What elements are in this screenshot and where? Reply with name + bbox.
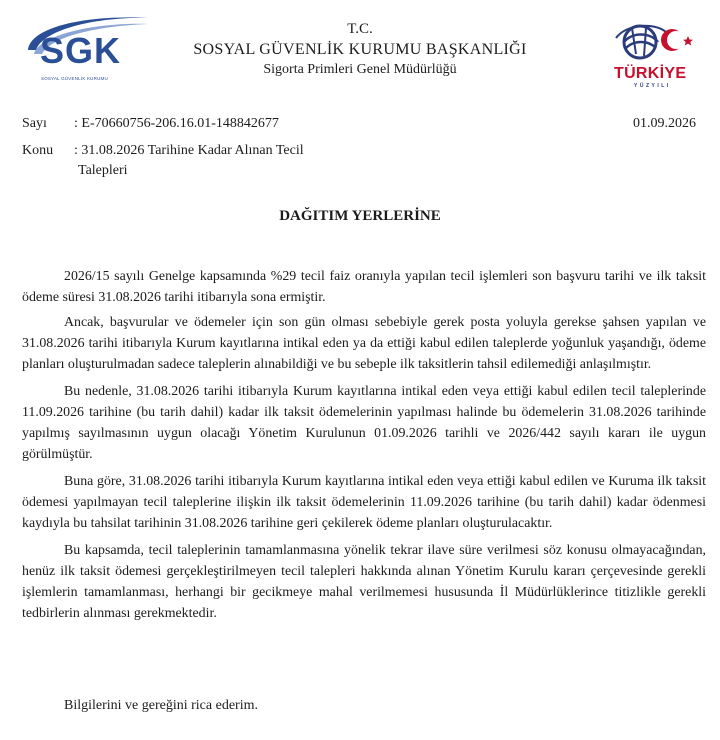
letterhead-department: Sigorta Primleri Genel Müdürlüğü <box>263 62 457 77</box>
paragraph-5: Bu kapsamda, tecil taleplerinin tamamlanmasına yönelik tekrar ilave süre verilmesi söz konusu olmayacağından, henüz ilk taksit ödemesi gerçekleştirilmeyen tecil talepleri hakkında alınan Yönetim Kurulu kararı çerçevesinde gerekli işlemlerin tamamlanması, herhangi bir gecikmeye mahal verilmemesi hususunda İl Müdürlüklerince titizlikle gerekli tedbirlerin alınması gerekmektedir. <box>22 543 706 621</box>
turkiye-logo-word: TÜRKİYE <box>614 65 687 82</box>
letterhead-tc: T.C. <box>347 21 373 37</box>
paragraph-4: Buna göre, 31.08.2026 tarihi itibarıyla Kurum kayıtlarına intikal eden veya ettiği kabul edilen ve Kuruma ilk taksit ödemesi yapılmayan tecil taleplerine ilişkin ilk taksit ödemelerinin 11.09.2026 tarihine (bu tarih dahil) kadar ödenmesi kaydıyla bu tahsilat tarihinin 31.08.2026 tarihine geri çekilerek ödeme planları oluşturulacaktır. <box>22 474 706 531</box>
sgk-logo-subtext: SOSYAL GÜVENLİK KURUMU <box>41 76 108 81</box>
distribution-title: DAĞITIM YERLERİNE <box>279 208 441 224</box>
turkiye-emblem-icon <box>606 18 702 68</box>
letterhead-institution: SOSYAL GÜVENLİK KURUMU BAŞKANLIĞI <box>193 41 527 58</box>
konu-value-continuation: Talepleri <box>78 163 128 178</box>
sgk-logo <box>22 10 162 82</box>
paragraph-2: Ancak, başvurular ve ödemeler için son gün olması sebebiyle gerek posta yoluyla gerekse şahsen yapılan ve 31.08.2026 tarihi itibarıyla Kurum kayıtlarına intikal eden ya da ettiği kabul edilen taleplerde yoğunluk yaşandığı, ödeme planları oluşturulmadan sadece taleplerin alınabildiği ve bu sebeple ilk taksitlerin tahsil edilemediği anlaşılmıştır. <box>22 315 706 372</box>
letter-body <box>22 266 706 628</box>
letter-date: 01.09.2026 <box>633 116 696 131</box>
sgk-logo-text: SGK <box>40 30 122 71</box>
turkiye-yuzyili-logo <box>606 18 702 94</box>
paragraph-1: 2026/15 sayılı Genelge kapsamında %29 tecil faiz oranıyla yapılan tecil işlemleri son başvuru tarihi ve ilk taksit ödeme süresi 31.08.2026 tarihi itibarıyla sona ermiştir. <box>22 269 706 305</box>
sayi-row <box>22 114 279 134</box>
konu-label: Konu <box>22 143 54 158</box>
closing-line: Bilgilerini ve gereğini rica ederim. <box>64 698 258 713</box>
konu-value: : 31.08.2026 Tarihine Kadar Alınan Tecil <box>74 143 304 158</box>
paragraph-3: Bu nedenle, 31.08.2026 tarihi itibarıyla Kurum kayıtlarına intikal eden veya ettiği kabul edilen tecil taleplerinde 11.09.2026 tarihine (bu tarih dahil) kadar ilk taksit ödemelerinin yapılması halinde bu ödemelerin 31.08.2026 tarihinde yapılmış sayılmasının uygun olacağı Yönetim Kurulunun 01.09.2026 tarihli ve 2026/442 sayılı kararı ile uygun görülmüştür. <box>22 384 706 462</box>
sayi-label: Sayı <box>22 116 47 131</box>
konu-row <box>22 141 304 161</box>
letterhead <box>170 20 550 79</box>
turkiye-logo-subword: YÜZYILI <box>634 83 671 89</box>
sayi-value: : E-70660756-206.16.01-148842677 <box>74 116 279 131</box>
